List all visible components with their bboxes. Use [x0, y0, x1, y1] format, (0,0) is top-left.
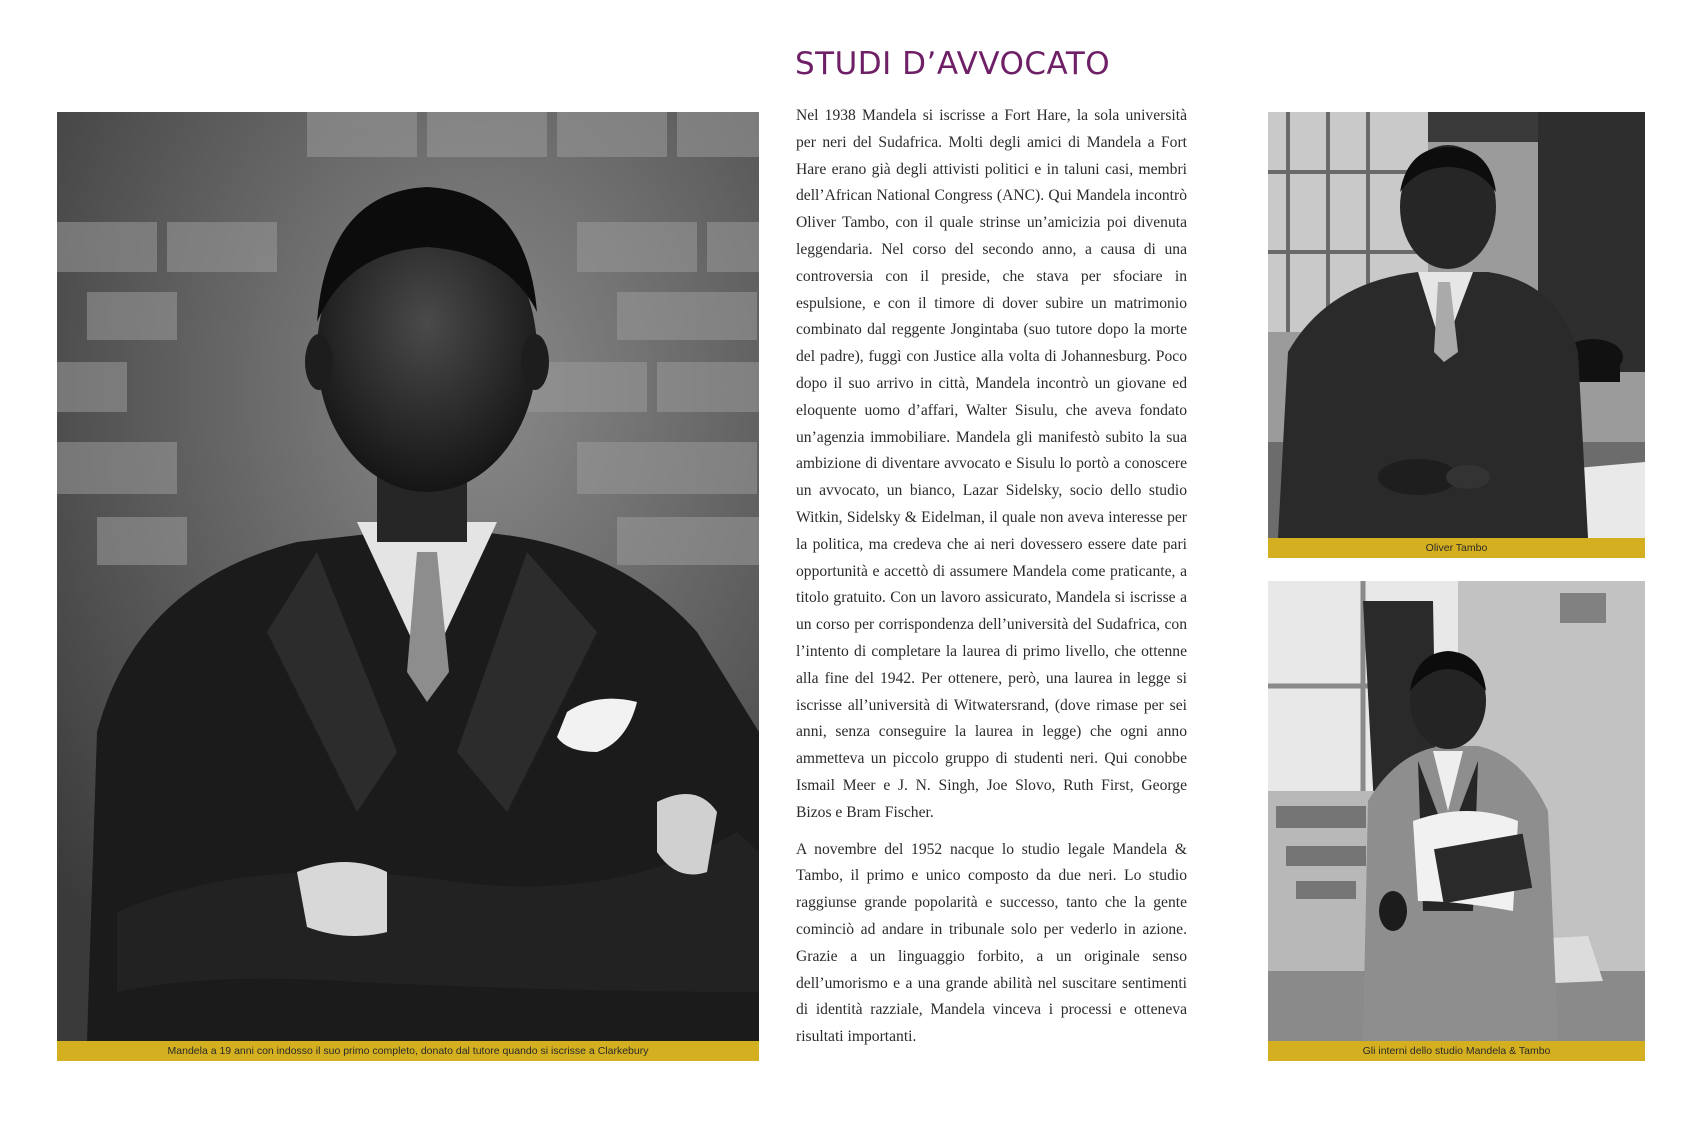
page-title: STUDI D’AVVOCATO	[795, 46, 1111, 82]
office-interior-photo	[1268, 581, 1645, 1041]
main-photo-caption: Mandela a 19 anni con indosso il suo primo completo, donato dal tutore quando si iscrisse a Clarkebury	[57, 1041, 759, 1061]
office-photo-caption: Gli interni dello studio Mandela & Tambo	[1268, 1041, 1645, 1061]
article-body	[796, 103, 1187, 1051]
tambo-photo-caption: Oliver Tambo	[1268, 538, 1645, 558]
portrait-photo-young-mandela	[57, 112, 759, 1041]
article-paragraph-2: A novembre del 1952 nacque lo studio legale Mandela & Tambo, il primo e unico composto da due neri. Lo studio raggiunse grande popolarità e successo, tanto che la gente cominciò ad andare in tribunale solo per vederlo in azione. Grazie a un linguaggio forbito, a un originale senso dell’umorismo e a una grande abilità nel suscitare sentimenti di identità razziale, Mandela vinceva i processi e otteneva risultati importanti.	[796, 840, 1187, 1046]
article-paragraph-1: Nel 1938 Mandela si iscrisse a Fort Hare, la sola università per neri del Sudafrica. Molti degli amici di Mandela a Fort Hare erano già degli attivisti politici e in taluni casi, membri dell’African National Congress (ANC). Qui Mandela incontrò Oliver Tambo, con il quale strinse un’amicizia poi divenuta leggendaria. Nel corso del secondo anno, a causa di una controversia con il preside, che stava per sfociare in espulsione, e con il timore di dover subire un matrimonio combinato dal reggente Jongintaba (suo tutore dopo la morte del padre), fuggì con Justice alla volta di Johannesburg. Poco dopo il suo arrivo in città, Mandela incontrò un giovane ed eloquente uomo d’affari, Walter Sisulu, che aveva fondato un’agenzia immobiliare. Mandela gli manifestò subito la sua ambizione di diventare avvocato e Sisulu lo portò a conoscere un avvocato, un bianco, Lazar Sidelsky, socio dello studio Witkin, Sidelsky & Eidelman, il quale non aveva interesse per la politica, ma credeva che ai neri dovessero essere date pari opportunità e accettò di assumere Mandela come praticante, a titolo gratuito. Con un lavoro assicurato, Mandela si iscrisse a un corso per corrispondenza dell’università del Sudafrica, con l’intento di completare la laurea di primo livello, che ottenne alla fine del 1942. Per ottenere, però, una laurea in legge si iscrisse all’università di Witwatersrand, (dove rimase per sei anni, senza conseguire la laurea in legge) che ogni anno ammetteva un piccolo gruppo di studenti neri. Qui conobbe Ismail Meer e J. N. Singh, Joe Slovo, Ruth First, George Bizos e Bram Fischer.	[796, 107, 1187, 821]
oliver-tambo-photo	[1268, 112, 1645, 538]
